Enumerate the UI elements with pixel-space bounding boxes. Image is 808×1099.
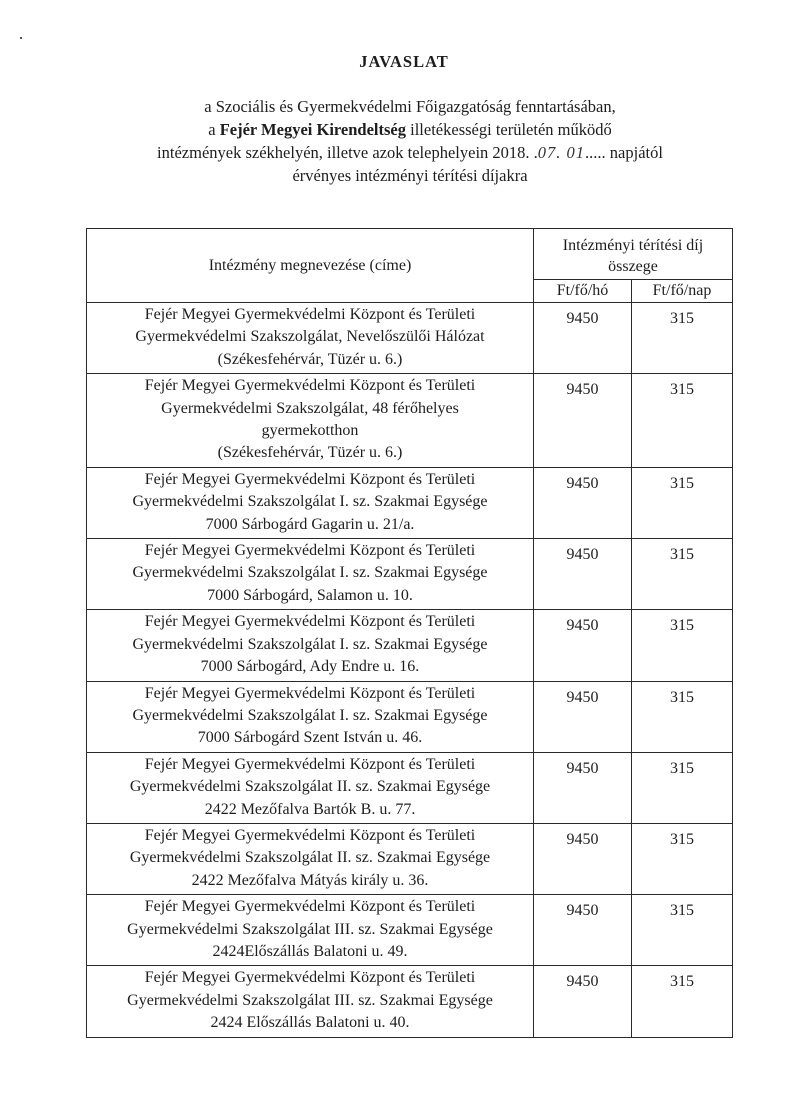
monthly-fee-cell: 9450 <box>534 610 632 681</box>
table-row <box>87 752 733 823</box>
institution-name-cell <box>87 374 534 468</box>
institution-name-line: gyermekotthon <box>261 422 359 440</box>
monthly-fee-cell: 9450 <box>534 374 632 468</box>
subtitle-line-2 <box>110 118 710 141</box>
institution-name-line: Fejér Megyei Gyermekvédelmi Központ és Területi <box>144 613 476 631</box>
institution-name-line: (Székesfehérvár, Tüzér u. 6.) <box>217 444 403 462</box>
table-row <box>87 681 733 752</box>
monthly-fee-cell: 9450 <box>534 539 632 610</box>
daily-fee-cell: 315 <box>632 681 733 752</box>
subtitle-line-1: a Szociális és Gyermekvédelmi Főigazgatóság fenntartásában, <box>204 97 616 116</box>
table-row <box>87 467 733 538</box>
institution-name-cell <box>87 681 534 752</box>
institution-name-line: Fejér Megyei Gyermekvédelmi Központ és Területi <box>144 306 476 323</box>
daily-fee-cell: 315 <box>632 303 733 374</box>
institution-name-line: 2424Előszállás Balatoni u. 49. <box>212 942 408 960</box>
institution-name-line: 7000 Sárbogárd Szent István u. 46. <box>197 729 423 747</box>
subtitle-line-2-suffix: illetékességi területén működő <box>406 120 612 139</box>
header-daily: Ft/fő/nap <box>632 280 733 303</box>
monthly-fee-cell: 9450 <box>534 966 632 1037</box>
institution-name-cell <box>87 966 534 1037</box>
table-row <box>87 895 733 966</box>
header-monthly: Ft/fő/hó <box>534 280 632 303</box>
subtitle-line-4: érvényes intézményi térítési díjakra <box>292 166 528 185</box>
institution-name-line: 2424 Előszállás Balatoni u. 40. <box>210 1014 410 1032</box>
institution-name-line: Fejér Megyei Gyermekvédelmi Központ és Területi <box>144 969 476 987</box>
table-row <box>87 539 733 610</box>
daily-fee-cell: 315 <box>632 752 733 823</box>
institution-name-line: Gyermekvédelmi Szakszolgálat, Nevelőszülői Hálózat <box>135 328 485 346</box>
institution-name-line: Gyermekvédelmi Szakszolgálat II. sz. Szakmai Egysége <box>129 849 491 867</box>
table-body <box>87 303 733 1038</box>
fee-table <box>86 228 733 1038</box>
daily-fee-cell: 315 <box>632 374 733 468</box>
institution-name-line: Fejér Megyei Gyermekvédelmi Központ és Területi <box>144 755 476 773</box>
institution-name-cell <box>87 895 534 966</box>
institution-name-cell <box>87 752 534 823</box>
table-header-row <box>87 229 733 280</box>
institution-name-cell <box>87 467 534 538</box>
header-institution-name: Intézmény megnevezése (címe) <box>87 229 534 303</box>
table-row <box>87 374 733 468</box>
institution-name-line: 2422 Mezőfalva Bartók B. u. 77. <box>204 800 416 818</box>
institution-name-cell <box>87 610 534 681</box>
document-title: JAVASLAT <box>359 52 449 71</box>
institution-name-line: Fejér Megyei Gyermekvédelmi Központ és Területi <box>144 684 476 702</box>
institution-name-line: Fejér Megyei Gyermekvédelmi Központ és Területi <box>144 377 476 395</box>
institution-name-line: 7000 Sárbogárd, Salamon u. 10. <box>207 586 413 604</box>
handwritten-date: 07. 01 <box>537 143 586 162</box>
table-row <box>87 610 733 681</box>
daily-fee-cell: 315 <box>632 895 733 966</box>
institution-name-line: Gyermekvédelmi Szakszolgálat I. sz. Szakmai Egysége <box>132 564 488 582</box>
institution-name-line: Gyermekvédelmi Szakszolgálat II. sz. Szakmai Egysége <box>129 778 491 796</box>
institution-name-line: Gyermekvédelmi Szakszolgálat III. sz. Szakmai Egysége <box>127 991 493 1009</box>
table-row <box>87 823 733 894</box>
subtitle-line-3-suffix: ..... napjától <box>585 143 663 162</box>
header-fee-line-2: összege <box>608 258 658 275</box>
daily-fee-cell: 315 <box>632 610 733 681</box>
subtitle-line-3 <box>110 141 710 164</box>
institution-name-line: Gyermekvédelmi Szakszolgálat I. sz. Szakmai Egysége <box>132 493 488 511</box>
daily-fee-cell: 315 <box>632 823 733 894</box>
daily-fee-cell: 315 <box>632 467 733 538</box>
monthly-fee-cell: 9450 <box>534 752 632 823</box>
institution-name-line: Fejér Megyei Gyermekvédelmi Központ és Területi <box>144 542 476 560</box>
monthly-fee-cell: 9450 <box>534 467 632 538</box>
institution-name-line: Fejér Megyei Gyermekvédelmi Központ és Területi <box>144 470 476 488</box>
monthly-fee-cell: 9450 <box>534 823 632 894</box>
institution-name-line: (Székesfehérvár, Tüzér u. 6.) <box>217 350 403 368</box>
document-subtitle <box>110 95 710 187</box>
institution-name-line: Gyermekvédelmi Szakszolgálat I. sz. Szakmai Egysége <box>132 635 488 653</box>
institution-name-line: 7000 Sárbogárd, Ady Endre u. 16. <box>200 658 420 676</box>
institution-name-line: Fejér Megyei Gyermekvédelmi Központ és Területi <box>144 826 476 844</box>
institution-name-line: Gyermekvédelmi Szakszolgálat III. sz. Szakmai Egysége <box>127 920 493 938</box>
header-fee <box>534 229 733 280</box>
monthly-fee-cell: 9450 <box>534 681 632 752</box>
institution-name-line: Gyermekvédelmi Szakszolgálat I. sz. Szakmai Egysége <box>132 706 488 724</box>
scan-speck <box>20 37 22 39</box>
institution-name-line: 7000 Sárbogárd Gagarin u. 21/a. <box>205 515 415 533</box>
institution-name-cell <box>87 303 534 374</box>
subtitle-line-3-prefix: intézmények székhelyén, illetve azok telephelyein 2018. . <box>157 143 538 162</box>
daily-fee-cell: 315 <box>632 966 733 1037</box>
monthly-fee-cell: 9450 <box>534 303 632 374</box>
institution-name-line: 2422 Mezőfalva Mátyás király u. 36. <box>191 871 429 889</box>
daily-fee-cell: 315 <box>632 539 733 610</box>
institution-name-line: Fejér Megyei Gyermekvédelmi Központ és Területi <box>144 898 476 916</box>
table-row <box>87 966 733 1037</box>
table-row <box>87 303 733 374</box>
institution-name-cell <box>87 539 534 610</box>
subtitle-office-name: Fejér Megyei Kirendeltség <box>219 120 407 139</box>
subtitle-line-2-prefix: a <box>208 120 220 139</box>
institution-name-line: Gyermekvédelmi Szakszolgálat, 48 férőhelyes <box>161 399 459 417</box>
institution-name-cell <box>87 823 534 894</box>
header-fee-line-1: Intézményi térítési díj <box>562 237 704 254</box>
monthly-fee-cell: 9450 <box>534 895 632 966</box>
